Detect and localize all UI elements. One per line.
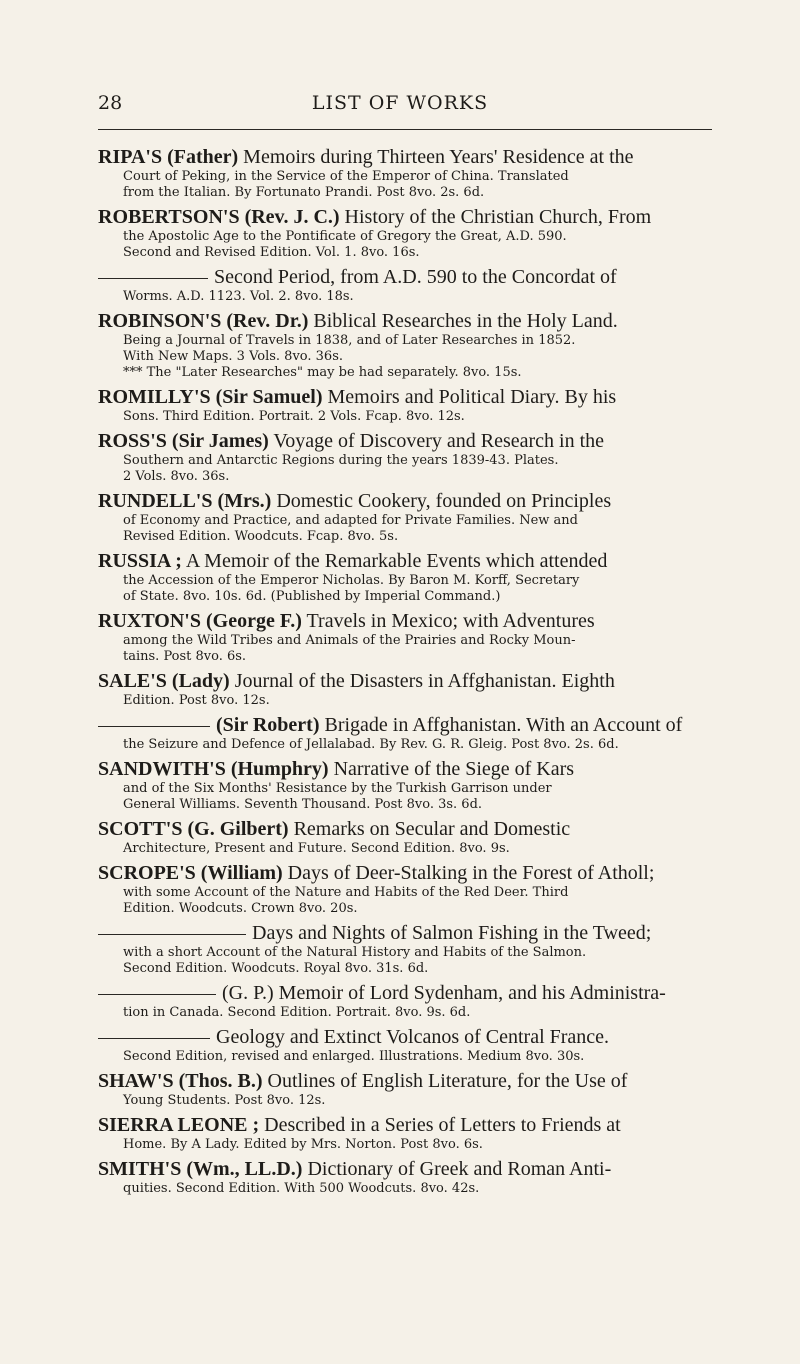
- entry-detail-line: General Williams. Seventh Thousand. Post 8vo. 3s. 6d.: [123, 797, 483, 812]
- entry-detail-line: of State. 8vo. 10s. 6d. (Published by Imperial Command.): [123, 589, 501, 604]
- entry-detail-line: of Economy and Practice, and adapted for Private Families. New and: [123, 513, 578, 528]
- entry-detail-line: with a short Account of the Natural History and Habits of the Salmon.: [123, 945, 587, 960]
- catalogue-entry: [98, 818, 714, 857]
- entry-detail-line: among the Wild Tribes and Animals of the Prairies and Rocky Moun-: [123, 633, 576, 648]
- catalogue-entry: [98, 386, 714, 425]
- entry-list: [98, 146, 714, 1202]
- ditto-dash: [98, 726, 210, 727]
- catalogue-entry: [98, 922, 714, 977]
- entry-author: RUXTON'S (George F.): [98, 610, 302, 632]
- entry-detail-line: Home. By A Lady. Edited by Mrs. Norton. Post 8vo. 6s.: [123, 1137, 483, 1152]
- entry-title: Brigade in Affghanistan. With an Account of: [324, 714, 683, 736]
- entry-title: Described in a Series of Letters to Friends at: [264, 1114, 621, 1136]
- entry-detail-line: the Apostolic Age to the Pontificate of Gregory the Great, A.D. 590.: [123, 229, 567, 244]
- entry-headline: [98, 1026, 714, 1049]
- entry-title: Days and Nights of Salmon Fishing in the Tweed;: [252, 922, 652, 944]
- ditto-dash: [98, 1038, 210, 1039]
- entry-detail-line: quities. Second Edition. With 500 Woodcuts. 8vo. 42s.: [123, 1181, 480, 1196]
- entry-title: Narrative of the Siege of Kars: [333, 758, 575, 780]
- entry-title: Memoirs during Thirteen Years' Residence at the: [243, 146, 634, 168]
- page-number: 28: [98, 92, 123, 114]
- entry-detail-line: With New Maps. 3 Vols. 8vo. 36s.: [123, 349, 344, 364]
- entry-headline: [98, 714, 714, 737]
- entry-detail-line: with some Account of the Nature and Habits of the Red Deer. Third: [123, 885, 569, 900]
- entry-title: Journal of the Disasters in Affghanistan. Eighth: [234, 670, 615, 692]
- catalogue-entry: [98, 146, 714, 201]
- entry-title: Voyage of Discovery and Research in the: [273, 430, 605, 452]
- entry-detail-line: Being a Journal of Travels in 1838, and of Later Researches in 1852.: [123, 333, 576, 348]
- entry-author: RUSSIA ;: [98, 550, 182, 572]
- entry-headline: [98, 146, 714, 169]
- entry-title: Second Period, from A.D. 590 to the Concordat of: [214, 266, 617, 288]
- entry-detail-line: Young Students. Post 8vo. 12s.: [123, 1093, 326, 1108]
- entry-headline: [98, 386, 714, 409]
- entry-headline: [98, 310, 714, 333]
- entry-headline: [98, 266, 714, 289]
- entry-author: RIPA'S (Father): [98, 146, 239, 168]
- catalogue-entry: [98, 714, 714, 753]
- entry-author: (Sir Robert): [216, 714, 320, 736]
- catalogue-entry: [98, 1158, 714, 1197]
- catalogue-entry: [98, 490, 714, 545]
- entry-author: SANDWITH'S (Humphry): [98, 758, 329, 780]
- entry-title: A Memoir of the Remarkable Events which attended: [185, 550, 608, 572]
- header-rule: [98, 129, 712, 130]
- entry-title: Biblical Researches in the Holy Land.: [313, 310, 618, 332]
- catalogue-entry: [98, 670, 714, 709]
- catalogue-entry: [98, 310, 714, 381]
- entry-headline: [98, 1114, 714, 1137]
- entry-headline: [98, 862, 714, 885]
- entry-title: (G. P.) Memoir of Lord Sydenham, and his Administra-: [222, 982, 666, 1004]
- entry-detail-line: 2 Vols. 8vo. 36s.: [123, 469, 230, 484]
- entry-detail-line: tion in Canada. Second Edition. Portrait. 8vo. 9s. 6d.: [123, 1005, 471, 1020]
- ditto-dash: [98, 278, 208, 279]
- catalogue-entry: [98, 266, 714, 305]
- entry-detail-line: the Seizure and Defence of Jellalabad. By Rev. G. R. Gleig. Post 8vo. 2s. 6d.: [123, 737, 619, 752]
- entry-detail-line: Revised Edition. Woodcuts. Fcap. 8vo. 5s.: [123, 529, 399, 544]
- entry-detail-line: Second Edition, revised and enlarged. Illustrations. Medium 8vo. 30s.: [123, 1049, 585, 1064]
- entry-detail-line: Court of Peking, in the Service of the Emperor of China. Translated: [123, 169, 569, 184]
- entry-author: RUNDELL'S (Mrs.): [98, 490, 272, 512]
- entry-title: History of the Christian Church, From: [344, 206, 652, 228]
- entry-detail-line: the Accession of the Emperor Nicholas. By Baron M. Korff, Secretary: [123, 573, 580, 588]
- catalogue-entry: [98, 610, 714, 665]
- ditto-dash: [98, 994, 216, 995]
- entry-detail-line: Second Edition. Woodcuts. Royal 8vo. 31s. 6d.: [123, 961, 429, 976]
- entry-author: SALE'S (Lady): [98, 670, 230, 692]
- catalogue-entry: [98, 982, 714, 1021]
- entry-author: SHAW'S (Thos. B.): [98, 1070, 263, 1092]
- entry-headline: [98, 610, 714, 633]
- entry-author: SMITH'S (Wm., LL.D.): [98, 1158, 303, 1180]
- entry-headline: [98, 818, 714, 841]
- entry-title: Outlines of English Literature, for the Use of: [267, 1070, 628, 1092]
- entry-headline: [98, 670, 714, 693]
- entry-detail-line: tains. Post 8vo. 6s.: [123, 649, 247, 664]
- entry-headline: [98, 1070, 714, 1093]
- entry-title: Geology and Extinct Volcanos of Central France.: [216, 1026, 610, 1048]
- running-title: LIST OF WORKS: [311, 92, 489, 114]
- entry-title: Remarks on Secular and Domestic: [293, 818, 571, 840]
- entry-author: SCROPE'S (William): [98, 862, 283, 884]
- entry-detail-line: and of the Six Months' Resistance by the Turkish Garrison under: [123, 781, 552, 796]
- entry-author: ROMILLY'S (Sir Samuel): [98, 386, 323, 408]
- catalogue-entry: [98, 550, 714, 605]
- entry-headline: [98, 922, 714, 945]
- entry-title: Travels in Mexico; with Adventures: [306, 610, 595, 632]
- entry-author: SIERRA LEONE ;: [98, 1114, 260, 1136]
- entry-title: Memoirs and Political Diary. By his: [327, 386, 617, 408]
- entry-headline: [98, 490, 714, 513]
- entry-headline: [98, 1158, 714, 1181]
- entry-headline: [98, 758, 714, 781]
- entry-headline: [98, 206, 714, 229]
- entry-detail-line: Edition. Post 8vo. 12s.: [123, 693, 270, 708]
- entry-headline: [98, 550, 714, 573]
- entry-author: ROBINSON'S (Rev. Dr.): [98, 310, 309, 332]
- entry-title: Dictionary of Greek and Roman Anti-: [307, 1158, 612, 1180]
- catalogue-entry: [98, 1026, 714, 1065]
- entry-detail-line: Edition. Woodcuts. Crown 8vo. 20s.: [123, 901, 358, 916]
- catalogue-entry: [98, 206, 714, 261]
- entry-headline: [98, 430, 714, 453]
- entry-detail-line: from the Italian. By Fortunato Prandi. Post 8vo. 2s. 6d.: [123, 185, 485, 200]
- entry-author: ROBERTSON'S (Rev. J. C.): [98, 206, 340, 228]
- catalogue-entry: [98, 1114, 714, 1153]
- entry-detail-line: Southern and Antarctic Regions during the years 1839-43. Plates.: [123, 453, 559, 468]
- entry-detail-line: Second and Revised Edition. Vol. 1. 8vo. 16s.: [123, 245, 420, 260]
- catalogue-entry: [98, 862, 714, 917]
- entry-title: Domestic Cookery, founded on Principles: [276, 490, 612, 512]
- entry-detail-line: Sons. Third Edition. Portrait. 2 Vols. Fcap. 8vo. 12s.: [123, 409, 465, 424]
- entry-headline: [98, 982, 714, 1005]
- entry-detail-line: Worms. A.D. 1123. Vol. 2. 8vo. 18s.: [123, 289, 354, 304]
- entry-title: Days of Deer-Stalking in the Forest of Atholl;: [287, 862, 655, 884]
- entry-author: SCOTT'S (G. Gilbert): [98, 818, 289, 840]
- entry-author: ROSS'S (Sir James): [98, 430, 269, 452]
- ditto-dash: [98, 934, 246, 935]
- entry-detail-line: *** The "Later Researches" may be had separately. 8vo. 15s.: [123, 365, 522, 380]
- catalogue-entry: [98, 430, 714, 485]
- entry-detail-line: Architecture, Present and Future. Second Edition. 8vo. 9s.: [123, 841, 510, 856]
- catalogue-entry: [98, 1070, 714, 1109]
- catalogue-entry: [98, 758, 714, 813]
